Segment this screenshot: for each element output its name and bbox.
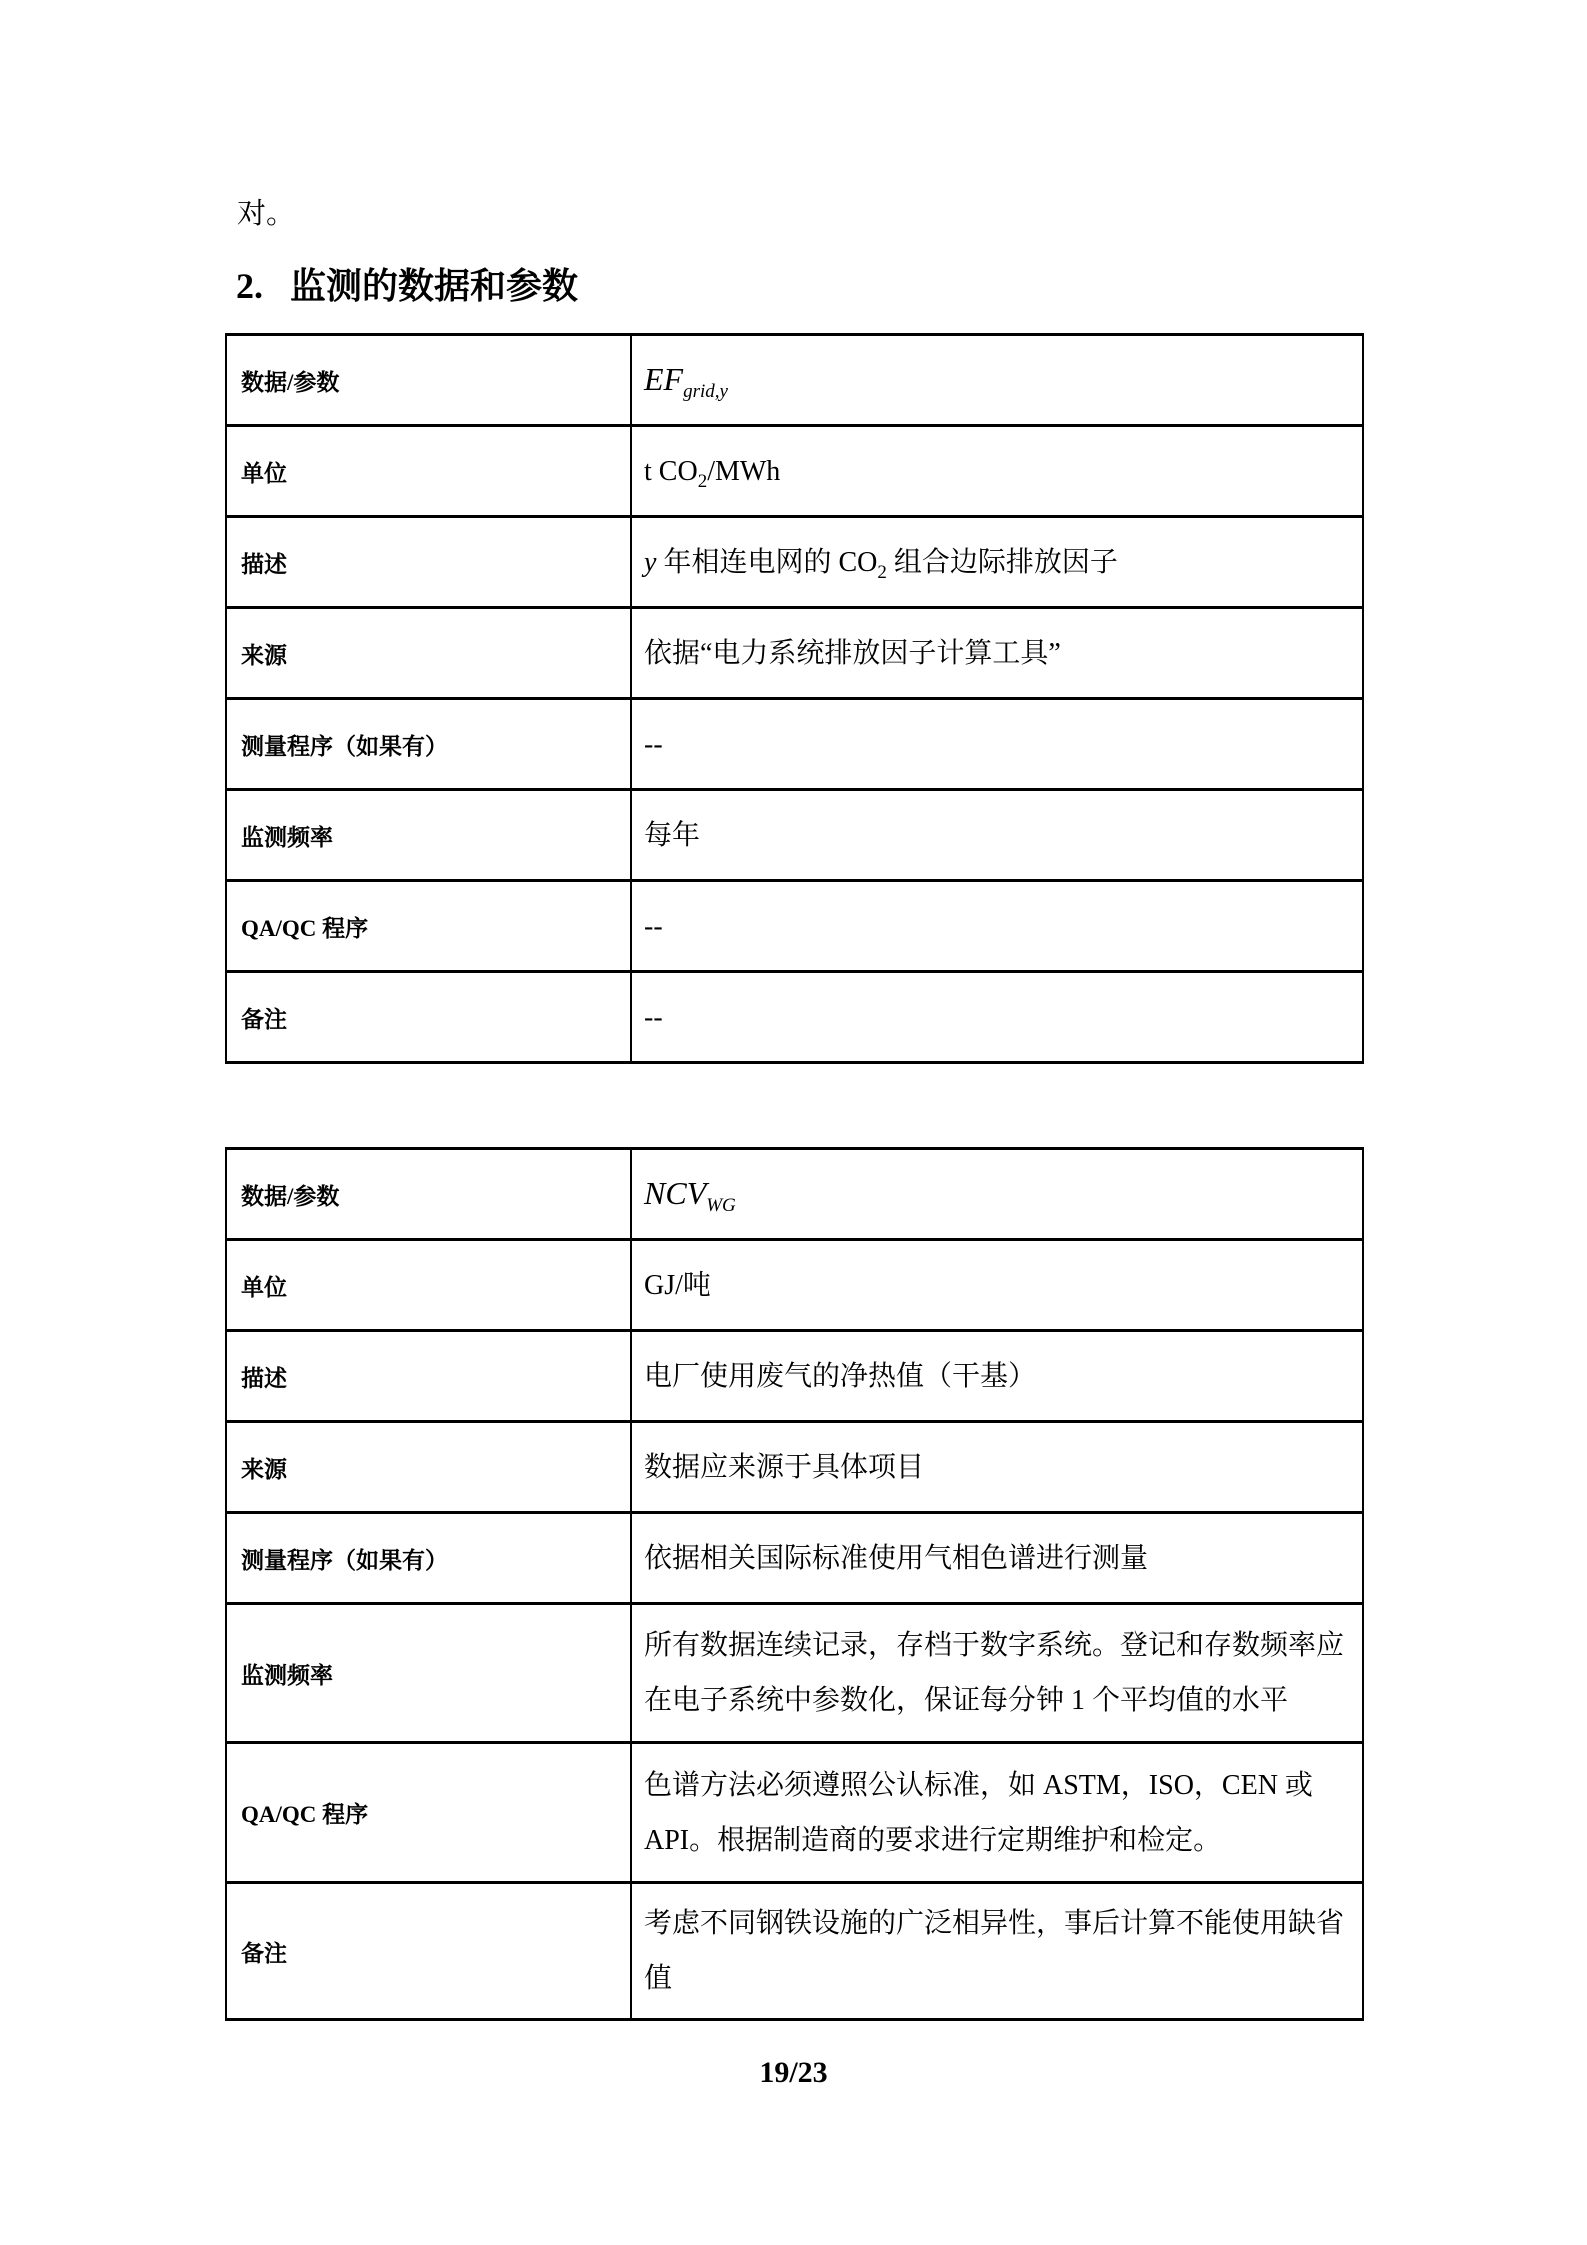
heading-title: 监测的数据和参数	[290, 266, 579, 306]
row-label: 数据/参数	[226, 1149, 631, 1240]
row-label: 测量程序（如果有）	[226, 699, 631, 790]
row-value: 每年	[631, 790, 1363, 881]
table-row	[226, 517, 1363, 608]
row-label: 描述	[226, 517, 631, 608]
row-label: 来源	[226, 1422, 631, 1513]
table-row	[226, 1883, 1363, 2020]
table-row	[226, 1331, 1363, 1422]
table-row	[226, 1240, 1363, 1331]
row-label: 描述	[226, 1331, 631, 1422]
row-label: 监测频率	[226, 790, 631, 881]
row-label: 来源	[226, 608, 631, 699]
table-row	[226, 1513, 1363, 1604]
row-value	[631, 335, 1363, 426]
parameter-table-ef-grid	[225, 333, 1364, 1064]
row-value: 数据应来源于具体项目	[631, 1422, 1363, 1513]
row-value: --	[631, 881, 1363, 972]
row-label: 监测频率	[226, 1604, 631, 1743]
row-label: 单位	[226, 426, 631, 517]
table-row	[226, 1743, 1363, 1883]
row-label: 备注	[226, 972, 631, 1063]
row-value: 色谱方法必须遵照公认标准，如 ASTM，ISO，CEN 或 API。根据制造商的要求进行定期维护和检定。	[631, 1743, 1363, 1883]
table-row	[226, 1422, 1363, 1513]
parameter-formula: $NCV_{WG}$	[644, 1174, 736, 1216]
row-value: --	[631, 972, 1363, 1063]
row-value: 依据“电力系统排放因子计算工具”	[631, 608, 1363, 699]
table-row	[226, 1149, 1363, 1240]
table-row	[226, 972, 1363, 1063]
row-value: 所有数据连续记录，存档于数字系统。登记和存数频率应在电子系统中参数化，保证每分钟 1 个平均值的水平	[631, 1604, 1363, 1743]
table-row	[226, 881, 1363, 972]
row-value: 电厂使用废气的净热值（干基）	[631, 1331, 1363, 1422]
row-value: y 年相连电网的 $CO_2$ 组合边际排放因子	[631, 517, 1363, 608]
heading-number: 2.	[236, 266, 263, 306]
table-row	[226, 699, 1363, 790]
row-label: 备注	[226, 1883, 631, 2020]
row-value: GJ/吨	[631, 1240, 1363, 1331]
table-row	[226, 1604, 1363, 1743]
row-value: t $CO_2$/MWh	[631, 426, 1363, 517]
section-heading	[236, 264, 578, 308]
table-row	[226, 790, 1363, 881]
table-row	[226, 608, 1363, 699]
row-label: 测量程序（如果有）	[226, 1513, 631, 1604]
table-row	[226, 426, 1363, 517]
row-label: 单位	[226, 1240, 631, 1331]
row-label: 数据/参数	[226, 335, 631, 426]
row-value: 依据相关国际标准使用气相色谱进行测量	[631, 1513, 1363, 1604]
parameter-table-ncv-wg	[225, 1147, 1364, 2021]
row-value	[631, 1149, 1363, 1240]
intro-paragraph: 对。	[237, 198, 296, 230]
row-value: --	[631, 699, 1363, 790]
table-row	[226, 335, 1363, 426]
parameter-formula: $EF_{grid,y}$	[644, 360, 728, 402]
page-number: 19/23	[759, 2056, 828, 2089]
row-value: 考虑不同钢铁设施的广泛相异性，事后计算不能使用缺省值	[631, 1883, 1363, 2020]
row-label: QA/QC 程序	[226, 881, 631, 972]
row-label: QA/QC 程序	[226, 1743, 631, 1883]
